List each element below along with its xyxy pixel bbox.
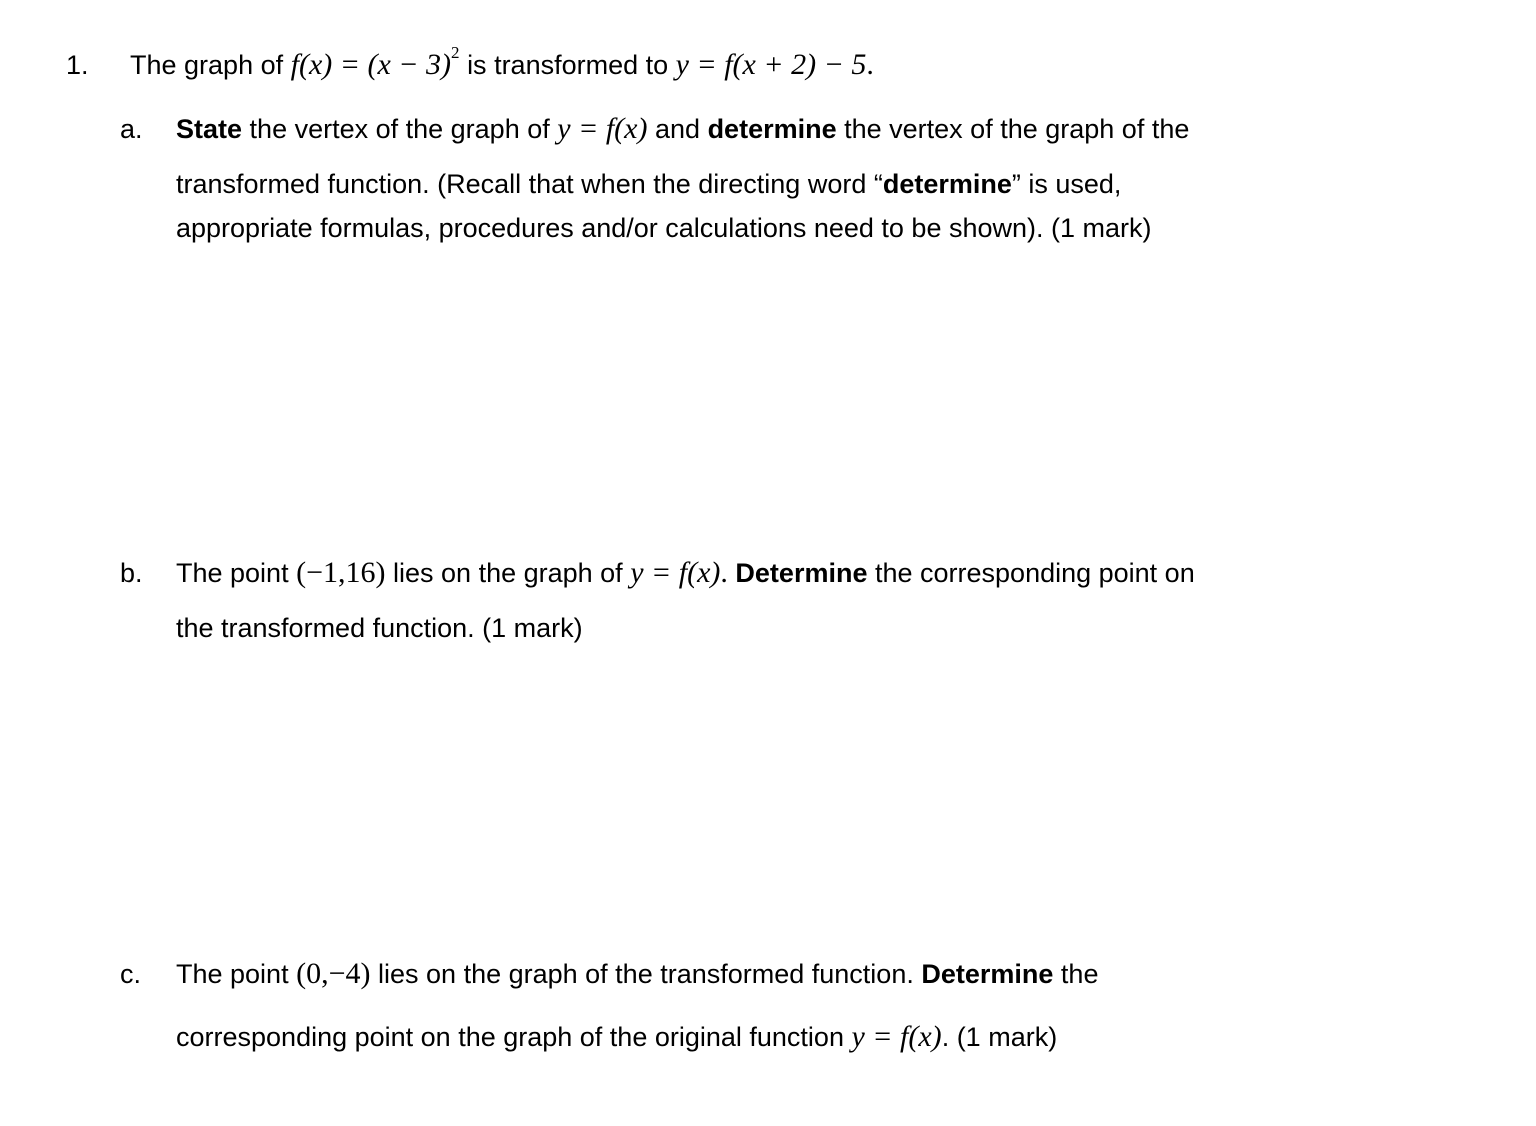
part-a-label: a. (120, 114, 143, 144)
part-c-line2-after: . (1 mark) (941, 1022, 1058, 1052)
exponent: 2 (451, 43, 460, 62)
part-b-line-1 (176, 556, 1195, 590)
part-c-text-3: the (1060, 959, 1099, 989)
part-b-text-1: The point (176, 558, 289, 588)
part-c-text-2: lies on the graph of the transformed function. (378, 959, 914, 989)
part-a-line-3: appropriate formulas, procedures and/or calculations need to be shown). (1 mark) (176, 213, 1152, 243)
part-c-line-1 (176, 957, 1098, 991)
part-a-math: y = f(x) (557, 112, 648, 145)
part-a-line-1 (176, 112, 1189, 146)
part-a-text-3: the vertex of the graph of the (844, 114, 1190, 144)
question-intro-line (130, 43, 874, 86)
part-a-line2-after: ” is used, (1011, 169, 1122, 199)
part-a-text-1: the vertex of the graph of (249, 114, 550, 144)
part-c-keyword-determine: Determine (921, 959, 1054, 989)
part-b-math: y = f(x) (630, 556, 721, 589)
part-c-text-1: The point (176, 959, 289, 989)
part-b-label: b. (120, 558, 143, 588)
transformed-function: y = f(x + 2) − 5 (675, 48, 867, 81)
question-number: 1. (66, 50, 89, 80)
part-c-label: c. (120, 959, 142, 989)
part-b-period: . (720, 556, 728, 589)
intro-period: . (866, 48, 874, 81)
part-b-text-2: lies on the graph of (393, 558, 623, 588)
intro-text-before: The graph of (130, 50, 284, 80)
part-a-keyword-state: State (176, 114, 243, 144)
part-c-point: (0,−4) (296, 957, 371, 990)
intro-text-middle: is transformed to (467, 50, 669, 80)
part-a-text-2: and (654, 114, 701, 144)
part-a-keyword-determine: determine (707, 114, 837, 144)
part-a-line2-keyword: determine (882, 169, 1012, 199)
part-b-keyword-determine: Determine (735, 558, 868, 588)
part-b-point: (−1,16) (296, 556, 386, 589)
part-b-line-2: the transformed function. (1 mark) (176, 613, 583, 643)
part-a-line2-before: transformed function. (Recall that when the directing word “ (176, 169, 883, 199)
part-c-math: y = f(x) (851, 1020, 942, 1053)
original-function: f(x) = (x − 3) (290, 48, 452, 81)
part-c-line-2 (176, 1020, 1057, 1054)
part-b-text-3: the corresponding point on (874, 558, 1195, 588)
part-c-line2-text: corresponding point on the graph of the original function (176, 1022, 844, 1052)
part-a-line-2 (176, 167, 1121, 201)
